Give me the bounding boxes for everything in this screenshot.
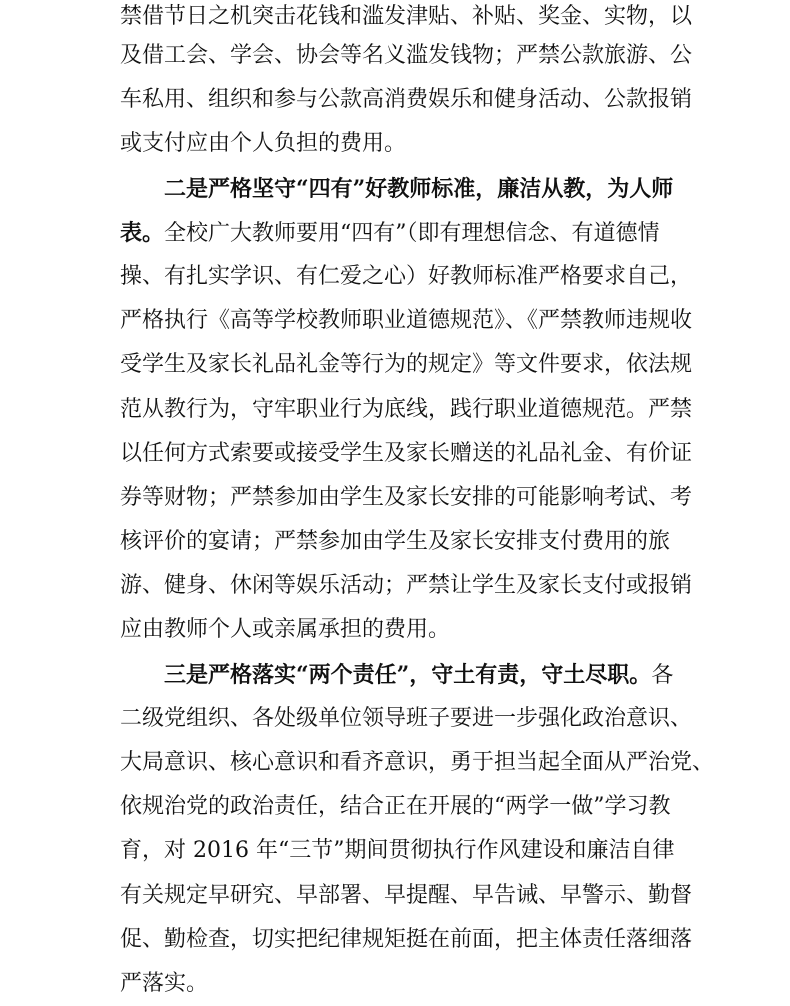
text-line: 或支付应由个人负担的费用。 xyxy=(120,131,407,157)
text-line: 以任何方式索要或接受学生及家长赠送的礼品礼金、有价证 xyxy=(120,440,693,466)
text-line: 二级党组织、各处级单位领导班子要进一步强化政治意识、 xyxy=(120,705,693,731)
paragraph-heading xyxy=(120,167,676,211)
text-line: 受学生及家长礼品礼金等行为的规定》等文件要求，依法规 xyxy=(120,352,693,378)
text-line: 游、健身、休闲等娱乐活动；严禁让学生及家长支付或报销 xyxy=(120,573,693,599)
text-line: 严落实。 xyxy=(120,970,209,996)
document-page xyxy=(120,0,715,1006)
text-line xyxy=(120,211,676,255)
text-line: 有关规定早研究、早部署、早提醒、早告诫、早警示、勤督 xyxy=(120,882,693,908)
heading-text: 二是严格坚守“四有”好教师标准，廉洁从教，为人师 xyxy=(164,175,674,202)
text-line: 车私用、组织和参与公款高消费娱乐和健身活动、公款报销 xyxy=(120,87,693,113)
text-line: 促、勤检查，切实把纪律规矩挺在前面，把主体责任落细落 xyxy=(120,926,693,952)
text-line: 操、有扎实学识、有仁爱之心）好教师标准严格要求自己， xyxy=(120,263,693,289)
text-line: 券等财物；严禁参加由学生及家长安排的可能影响考试、考 xyxy=(120,484,693,510)
text-line: 应由教师个人或亲属承担的费用。 xyxy=(120,617,451,643)
text-line: 大局意识、核心意识和看齐意识，勇于担当起全面从严治党、 xyxy=(120,750,715,775)
text-line: 核评价的宴请；严禁参加由学生及家长安排支付费用的旅 xyxy=(120,529,671,555)
text-line: 严格执行《高等学校教师职业道德规范》、《严禁教师违规收 xyxy=(120,308,693,334)
text-line: 及借工会、学会、协会等名义滥发钱物；严禁公款旅游、公 xyxy=(120,43,693,68)
heading-text: 表。 xyxy=(120,219,165,246)
text-line: 禁借节日之机突击花钱和滥发津贴、补贴、奖金、实物，以 xyxy=(120,4,693,29)
heading-text: 三是严格落实“两个责任”，守土有责，守土尽职。 xyxy=(164,661,652,688)
text-line: 育，对 2016 年“三节”期间贯彻执行作风建设和廉洁自律 xyxy=(120,838,675,864)
body-text: 各 xyxy=(651,662,674,688)
body-text: 全校广大教师要用“四有”（即有理想信念、有道德情 xyxy=(164,220,660,246)
text-line: 范从教行为，守牢职业行为底线，践行职业道德规范。严禁 xyxy=(120,396,693,422)
text-line: 依规治党的政治责任，结合正在开展的“两学一做”学习教 xyxy=(120,794,671,820)
paragraph-heading xyxy=(120,653,676,697)
